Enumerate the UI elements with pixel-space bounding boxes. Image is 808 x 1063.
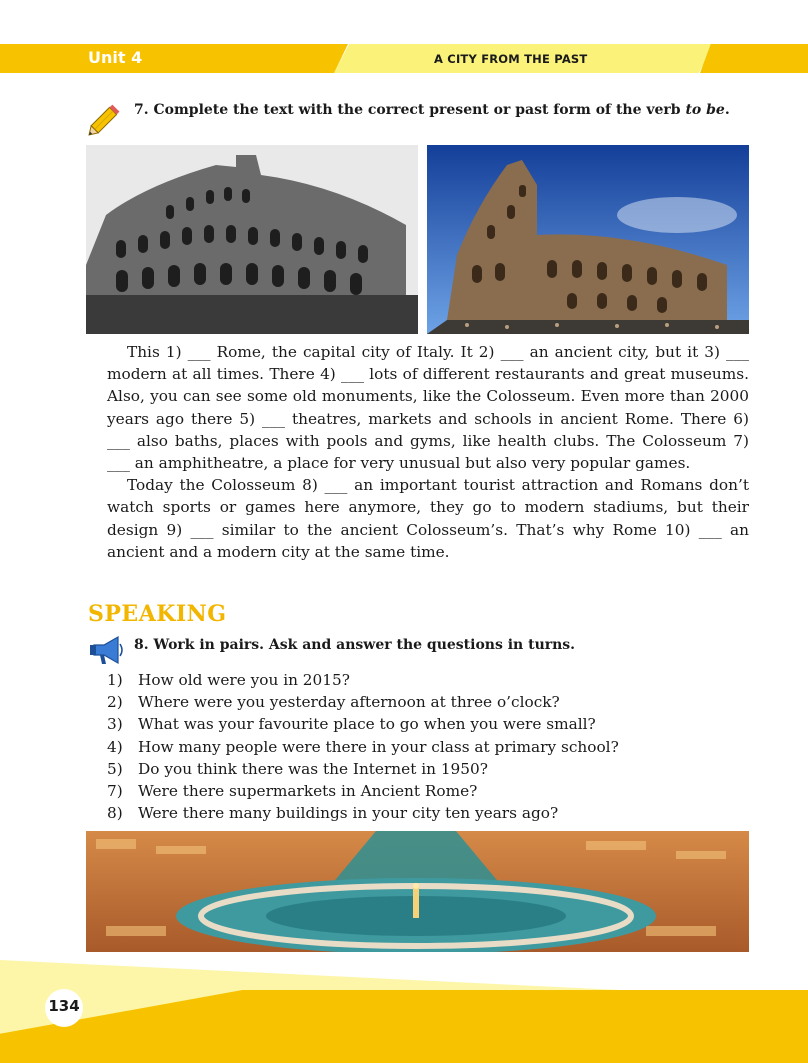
colosseum-modern-photo bbox=[427, 145, 749, 334]
page-number: 134 bbox=[48, 997, 80, 1015]
list-item: 2) Where were you yesterday afternoon at three o’clock? bbox=[107, 693, 560, 712]
question-list bbox=[107, 669, 747, 824]
colosseum-bw-illustration bbox=[86, 145, 418, 334]
unit-band bbox=[0, 44, 348, 73]
task-7-instruction: 7. Complete the text with the correct present or past form of the verb to be. bbox=[134, 102, 730, 118]
megaphone-icon bbox=[88, 633, 126, 667]
aerial-city-illustration bbox=[86, 831, 749, 952]
section-title: A CITY FROM THE PAST bbox=[434, 52, 588, 66]
list-item: 5) Do you think there was the Internet in 1950? bbox=[107, 759, 488, 778]
st-peters-square-photo bbox=[86, 831, 749, 952]
verb-to-be: to be bbox=[685, 102, 725, 118]
colosseum-old-photo bbox=[86, 145, 418, 334]
list-item: 8) Were there many buildings in your city ten years ago? bbox=[107, 804, 559, 823]
gap-fill-text bbox=[107, 341, 749, 563]
list-item: 1) How old were you in 2015? bbox=[107, 671, 350, 689]
paragraph-2: Today the Colosseum 8) ___ an important tourist attraction and Romans don’t watch sports or games here anymore, they go to modern stadiums, but their design 9) ___ similar to the ancient Colosseum’s. That’s why Rome 10) ___ an ancient and a modern city at the same time. bbox=[107, 476, 749, 561]
pencil-icon bbox=[86, 98, 126, 138]
header-right-band bbox=[700, 44, 808, 73]
speaking-heading: SPEAKING bbox=[88, 601, 227, 627]
task-8-instruction: 8. Work in pairs. Ask and answer the questions in turns. bbox=[134, 637, 576, 653]
colosseum-color-illustration bbox=[427, 145, 749, 334]
unit-label: Unit 4 bbox=[88, 48, 143, 67]
list-item: 4) How many people were there in your class at primary school? bbox=[107, 737, 619, 756]
paragraph-1: This 1) ___ Rome, the capital city of Italy. It 2) ___ an ancient city, but it 3) ___ modern at all times. There 4) ___ lots of different restaurants and great museums. Also, you can see some old monuments, like the Colosseum. Even more than 2000 years ago there 5) ___ theatres, markets and schools in ancient Rome. There 6) ___ also baths, places with pools and gyms, like health clubs. The Colosseum 7) ___ an amphitheatre, a place for very unusual but also very popular games. bbox=[107, 343, 749, 473]
page-header bbox=[0, 44, 808, 73]
list-item: 3) What was your favourite place to go when you were small? bbox=[107, 715, 596, 734]
list-item: 7) Were there supermarkets in Ancient Rome? bbox=[107, 782, 478, 801]
